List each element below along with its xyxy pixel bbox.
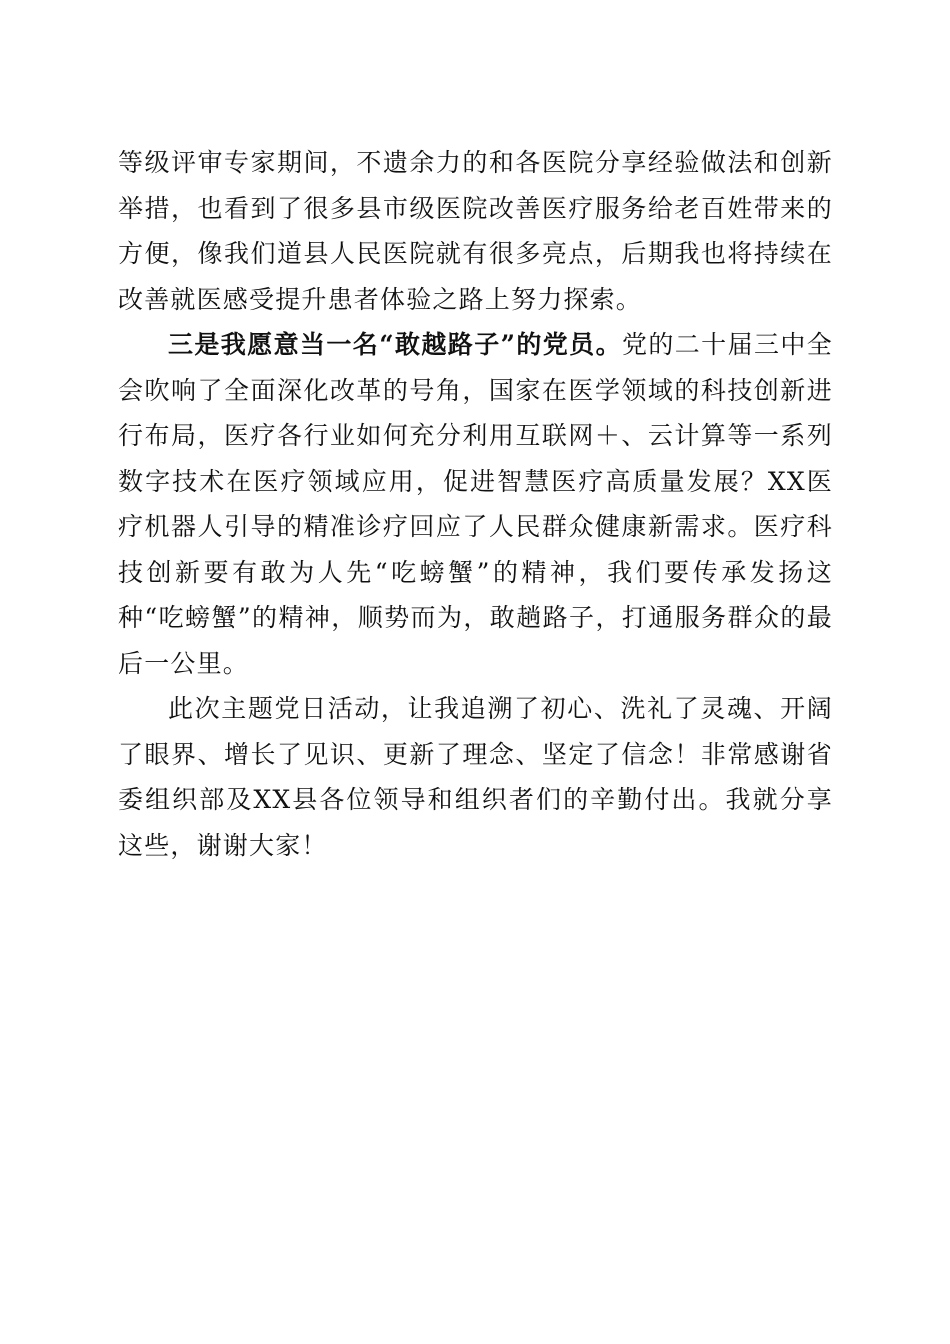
paragraph-lead-heading: 三是我愿意当一名“敢越路子”的党员。 (168, 330, 622, 359)
paragraph-continuation (118, 140, 833, 322)
paragraph-point-three (118, 322, 833, 686)
paragraph-text: 此次主题党日活动，让我追溯了初心、洗礼了灵魂、开阔了眼界、增长了见识、更新了理念、坚定了信念！非常感谢省委组织部及XX县各位领导和组织者们的辛勤付出。我就分享这些，谢谢大家！ (118, 694, 833, 860)
document-body (118, 140, 833, 868)
paragraph-closing (118, 686, 833, 868)
paragraph-text: 党的二十届三中全会吹响了全面深化改革的号角，国家在医学领域的科技创新进行布局，医疗各行业如何充分利用互联网＋、云计算等一系列数字技术在医疗领域应用，促进智慧医疗高质量发展？XX医疗机器人引导的精准诊疗回应了人民群众健康新需求。医疗科技创新要有敢为人先“吃螃蟹”的精神，我们要传承发扬这种“吃螃蟹”的精神，顺势而为，敢趟路子，打通服务群众的最后一公里。 (118, 330, 833, 678)
paragraph-text: 等级评审专家期间，不遗余力的和各医院分享经验做法和创新举措，也看到了很多县市级医院改善医疗服务给老百姓带来的方便，像我们道县人民医院就有很多亮点，后期我也将持续在改善就医感受提升患者体验之路上努力探索。 (118, 148, 833, 314)
